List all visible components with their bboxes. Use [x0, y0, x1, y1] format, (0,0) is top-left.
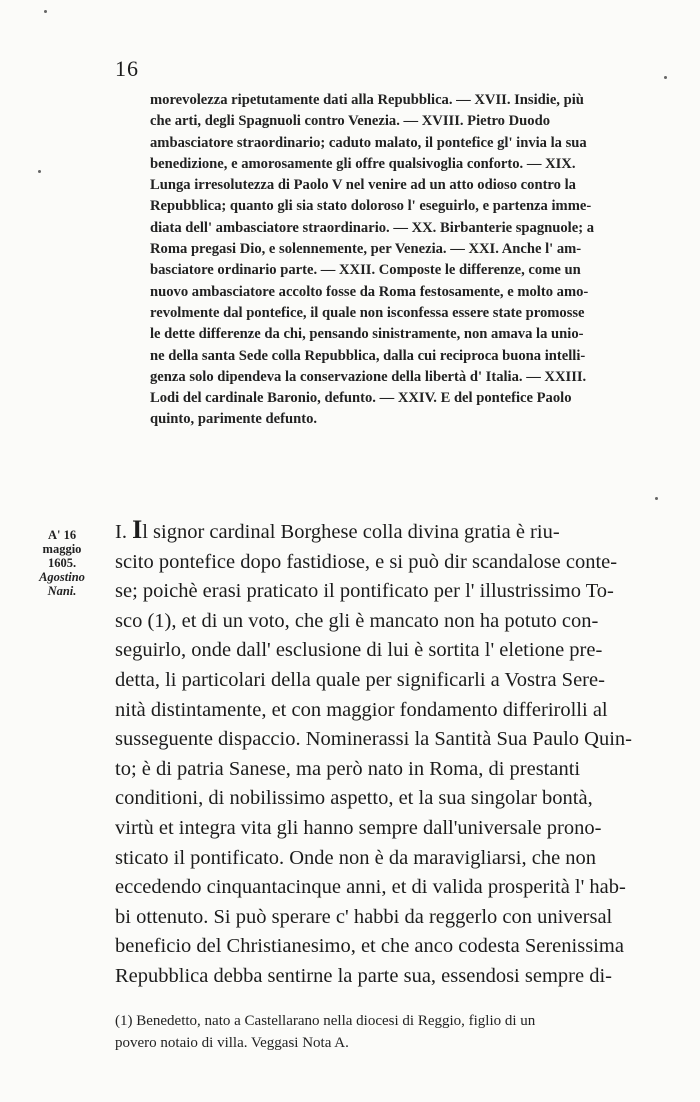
body-text: l signor cardinal Borghese colla divina gratia è riu- scito pontefice dopo fastidiose, e si può dir scandalose conte- se; poichè erasi praticato il pontificato per l' illustrissimo To- sco (1), et di un voto, che gli è mancato non ha potuto con- seguirlo, onde dall' esclusione di lui è sortita l' eletione pre- detta, li particolari della quale per significarli a Vostra Sere- nità distintamente, et con maggior fondamento differirolli al susseguente dispaccio. Nominerassi la Santità Sua Paulo Quin- to; è di patria Sanese, ma però nato in Roma, di prestanti conditioni, di nobilissimo aspetto, et la sua singolar bontà, virtù et integra vita gli hanno sempre dall'universale prono- sticato il pontificato. Onde non è da maravigliarsi, che non eccedendo cinquantacinque anni, et di valida prosperità l' hab- bi ottenuto. Si può sperare c' habbi da reggerlo con universal beneficio del Christianesimo, et che anco codesta Serenissima Repubblica debba sentirne la parte sua, essendosi sempre di-: [115, 521, 632, 987]
paper-speck: [664, 76, 667, 79]
margin-month: maggio: [42, 542, 82, 556]
drop-cap: I: [132, 515, 143, 544]
margin-author-first: Agostino: [39, 570, 85, 584]
paper-speck: [38, 170, 41, 173]
chapter-summary: morevolezza ripetutamente dati alla Repubblica. — XVII. Insidie, più che arti, degli Spagnuoli contro Venezia. — XVIII. Pietro Duodo ambasciatore straordinario; caduto malato, il pontefice gl' invia la sua benedizione, e amorosamente gli offre qualsivoglia conforto. — XIX. Lunga irresolutezza di Paolo V nel venire ad un atto odioso contro la Repubblica; quanto gli sia stato doloroso l' eseguirlo, e partenza imme- diata dell' ambasciatore straordinario. — XX. Birbanterie spagnuole; a Roma pregasi Dio, e solennemente, per Venezia. — XXI. Anche l' am- basciatore ordinario parte. — XXII. Composte le differenze, come un nuovo ambasciatore accolto fosse da Roma festosamente, e molto amo- revolmente dal pontefice, il quale non isconfessa essere state promosse le dette differenze da chi, pensando sinistramente, non amava la unio- ne della santa Sede colla Repubblica, dalla cui reciproca buona intelli- genza solo dipendeva la conservazione della libertà d' Italia. — XXIII. Lodi del cardinale Baronio, defunto. — XXIV. E del pontefice Paolo quinto, parimente defunto.: [150, 92, 595, 428]
page-number: 16: [115, 56, 139, 81]
footnote: (1) Benedetto, nato a Castellarano nella diocesi di Reggio, figlio di un povero notaio di villa. Veggasi Nota A.: [115, 1013, 536, 1051]
letter-body: [115, 515, 670, 992]
margin-date: A' 16: [47, 528, 77, 542]
paper-speck: [655, 497, 658, 500]
paper-speck: [44, 10, 47, 13]
margin-note: [22, 528, 102, 598]
margin-year: 1605.: [47, 556, 77, 570]
paragraph-number: I.: [115, 521, 133, 543]
margin-author-last: Nani.: [47, 584, 77, 598]
